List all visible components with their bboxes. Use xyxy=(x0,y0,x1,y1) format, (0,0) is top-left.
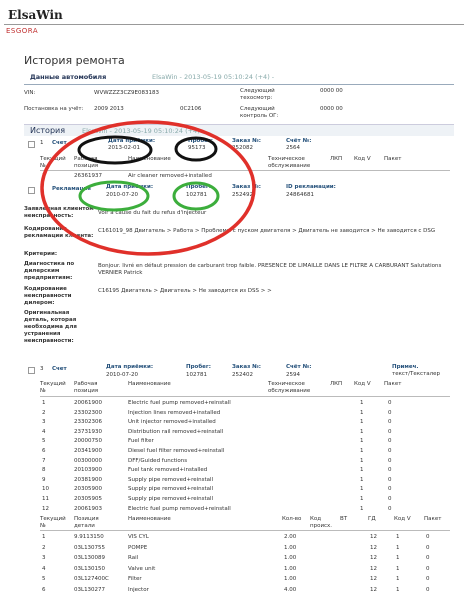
table2-row-4-col-6: 1 xyxy=(360,428,364,435)
next-service-label: Следующий техосмотр: xyxy=(240,88,275,101)
table3-header-qty: Кол-во xyxy=(282,516,302,522)
table3-header-origin: Код происх. xyxy=(310,516,333,529)
order-3-date: 2010-07-20 xyxy=(106,372,138,378)
table1-row-1-name: Air cleaner removed+installed xyxy=(128,173,212,179)
table3-row-4-col-7: 12 xyxy=(370,565,377,572)
table2-row-7-col-3: DFF/Guided functions xyxy=(128,457,188,464)
table2-row-12-col-7: 0 xyxy=(388,505,392,512)
green-annotation-circle-date xyxy=(80,182,148,210)
table2-row-9-col-3: Supply pipe removed+reinstall xyxy=(128,476,214,483)
order-1-invoice-label: Счёт №: xyxy=(286,138,312,144)
table2-row-12-col-3: Electric fuel pump removed+reinstall xyxy=(128,505,231,512)
table2-row-9-col-6: 1 xyxy=(360,476,364,483)
table3-row-1-col-9: 0 xyxy=(426,534,430,540)
table2-row-6-col-7: 0 xyxy=(388,448,392,454)
table2-header-num: Текущий № xyxy=(40,381,66,394)
table2-row-10-col-3: Supply pipe removed+reinstall xyxy=(128,486,214,493)
table3-row-1-col-4: 2.00 xyxy=(284,534,297,540)
table1-row-1-num: 1 xyxy=(42,173,46,179)
table2-row-2-col-2: 23302300 xyxy=(74,409,102,416)
table2-row-6-col-6: 1 xyxy=(360,448,364,454)
table2-row-11-col-2: 20305905 xyxy=(74,496,102,502)
table3-row-3-col-2: 03L130089 xyxy=(74,555,106,561)
order-2-date: 2010-07-20 xyxy=(106,192,138,198)
table2-row-6-col-2: 20341900 xyxy=(74,448,102,454)
table2-row-5-col-2: 20000750 xyxy=(74,438,102,445)
table2-row-1-col-6: 1 xyxy=(360,400,364,406)
table2-row-12-col-1: 12 xyxy=(42,505,49,512)
claim-dealer-diagnosis-value: Bonjour. livré en défaut pression de carburant trop faible. PRESENCE DE LIMAILLE DANS LE FILTRE A CARBURANT Salutations VERNIER Patrick xyxy=(98,263,442,276)
app-tagline: ESGORA xyxy=(6,27,39,35)
table3-row-5-col-7: 12 xyxy=(370,576,377,582)
table3-row-4-col-1: 4 xyxy=(42,565,46,572)
table2-row-7-col-2: 00300000 xyxy=(74,457,102,464)
table2-row-5-col-1: 5 xyxy=(42,438,46,445)
session-info: ElsaWin - 2013-05-19 05:10:24 (+4) - xyxy=(152,73,275,81)
table2-row-10-col-6: 1 xyxy=(360,486,364,493)
table2-row-11-col-6: 1 xyxy=(360,496,364,502)
order-3-order-label: Заказ №: xyxy=(232,364,261,370)
table3-row-6-col-9: 0 xyxy=(426,586,430,593)
claim-customer-complaint-label: Заявленная клиентом неисправность: xyxy=(24,206,94,219)
table3-row-2-col-7: 12 xyxy=(370,544,377,551)
table2-row-6-col-3: Diesel fuel filter removed+reinstall xyxy=(128,448,225,454)
table3-row-6-col-4: 4.00 xyxy=(284,586,297,593)
vin-label: VIN: xyxy=(24,90,36,96)
table3-row-5-col-3: Filter xyxy=(128,576,142,582)
table3-row-3-col-9: 0 xyxy=(426,555,430,561)
table2-row-9-col-1: 9 xyxy=(42,476,46,483)
table2-row-6-col-1: 6 xyxy=(42,448,46,454)
table3-row-1-col-1: 1 xyxy=(42,534,46,540)
next-check-value: 0000 00 xyxy=(320,106,343,112)
table2-row-12-col-2: 20061903 xyxy=(74,505,102,512)
claim-criteria-label: Критерии: xyxy=(24,251,58,257)
table2-row-3-col-7: 0 xyxy=(388,419,392,426)
table3-header-bt: ВТ xyxy=(340,516,348,522)
table3-row-4-col-2: 03L130150 xyxy=(74,565,106,572)
claim-dealer-coding-label: Кодирование неисправности дилером: xyxy=(24,286,72,306)
table2-header-code: Код V xyxy=(354,381,371,387)
table3-row-1-col-8: 1 xyxy=(396,534,400,540)
order-2-order: 252492 xyxy=(232,192,253,198)
table3-header-position: Позиция детали xyxy=(74,516,99,529)
table2-row-3-col-6: 1 xyxy=(360,419,364,426)
table3-row-2-col-2: 03L130755 xyxy=(74,544,106,551)
registered-value: 2009 2013 xyxy=(94,106,124,112)
tab-vehicle-data[interactable]: Данные автомобиля xyxy=(30,73,107,81)
table2-row-10-col-2: 20305900 xyxy=(74,486,102,493)
table3-row-5-col-9: 0 xyxy=(426,576,430,582)
table3-row-6-col-7: 12 xyxy=(370,586,377,593)
table3-row-2-col-1: 2 xyxy=(42,544,46,551)
claim-dealer-coding-value: C16195 Двигатель > Двигатель > Не заводится из DSS > > xyxy=(98,288,272,294)
table3-row-1-col-2: 9.9113150 xyxy=(74,534,104,540)
table1-row-1-position: 26361937 xyxy=(74,173,102,179)
table3-row-3-col-7: 12 xyxy=(370,555,377,561)
table3-header-name: Наименование xyxy=(128,516,171,522)
table2-row-7-col-6: 1 xyxy=(360,457,364,464)
table2-header-package: Пакет xyxy=(384,381,402,387)
table3-header-code: Код V xyxy=(394,516,411,522)
table1-header-paint: ЛКП xyxy=(330,156,343,162)
order-3-date-label: Дата приёмки: xyxy=(106,364,154,370)
table3-row-3-col-4: 1.00 xyxy=(284,555,297,561)
black-annotation-circle-date xyxy=(79,137,151,163)
table2-row-4-col-1: 4 xyxy=(42,428,46,435)
table3-row-4-col-3: Valve unit xyxy=(128,565,156,572)
order-2-num: 2 xyxy=(40,186,44,192)
table3-row-2-col-9: 0 xyxy=(426,544,430,551)
red-annotation-circle xyxy=(42,122,254,254)
table3-row-1-col-3: VIS CYL xyxy=(128,534,149,540)
table2-row-3-col-1: 3 xyxy=(42,419,46,426)
table2-row-8-col-3: Fuel tank removed+installed xyxy=(128,467,208,474)
claim-dealer-diagnosis-label: Диагностика по дилерским предприятиям: xyxy=(24,261,75,281)
table2-row-1-col-3: Electric fuel pump removed+reinstall xyxy=(128,400,231,406)
order-1-order: 252082 xyxy=(232,145,253,151)
table3-row-4-col-4: 1.00 xyxy=(284,565,297,572)
order-2-claim-id: 24864681 xyxy=(286,192,314,198)
table2-header-service: Техническое обслуживание xyxy=(268,381,311,394)
table2-row-3-col-2: 23302306 xyxy=(74,419,102,426)
table3-row-4-col-8: 1 xyxy=(396,565,400,572)
table3-row-3-col-3: Rail xyxy=(128,555,139,561)
table3-row-6-col-2: 03L130277 xyxy=(74,586,106,593)
table2-row-11-col-7: 0 xyxy=(388,496,392,502)
order-1-date: 2013-02-01 xyxy=(108,145,140,151)
table2-row-7-col-1: 7 xyxy=(42,457,46,464)
table3-header-gd: ГД xyxy=(368,516,376,522)
table2-row-5-col-6: 1 xyxy=(360,438,364,445)
engine-code: 0C2106 xyxy=(180,106,202,112)
table3-row-4-col-9: 0 xyxy=(426,565,430,572)
order-1-type[interactable]: Счет xyxy=(52,140,67,146)
order-3-note: текст/Тексталер xyxy=(392,371,441,377)
claim-coding-label: Кодирование рекламации клиента: xyxy=(24,226,94,239)
table2-row-1-col-1: 1 xyxy=(42,400,46,406)
black-annotation-circle-mileage xyxy=(176,138,216,160)
table3-row-3-col-8: 1 xyxy=(396,555,400,561)
table3-row-5-col-1: 5 xyxy=(42,576,46,582)
table3-row-2-col-4: 1.00 xyxy=(284,544,297,551)
table2-row-11-col-3: Supply pipe removed+reinstall xyxy=(128,496,214,502)
order-1-invoice: 2564 xyxy=(286,145,300,151)
table2-row-2-col-3: Injection lines removed+installed xyxy=(128,409,221,416)
table1-header-code: Код V xyxy=(354,156,371,162)
table3-row-6-col-3: Injector xyxy=(128,586,149,593)
table3-row-6-col-1: 6 xyxy=(42,586,46,593)
table2-row-1-col-7: 0 xyxy=(388,400,392,406)
table3-row-5-col-4: 1.00 xyxy=(284,576,297,582)
table2-row-2-col-1: 2 xyxy=(42,409,46,416)
order-3-invoice-label: Счёт №: xyxy=(286,364,312,370)
order-1-date-label: Дата приёмки: xyxy=(108,138,156,144)
table2-header-name: Наименование xyxy=(128,381,171,387)
order-1-mileage-label: Пробег: xyxy=(188,138,213,144)
vin-value: WVWZZZ3CZ9E083183 xyxy=(94,90,160,96)
table2-row-8-col-7: 0 xyxy=(388,467,392,474)
table2-row-10-col-7: 0 xyxy=(388,486,392,493)
order-2-mileage-label: Пробег: xyxy=(186,184,211,190)
order-2-type[interactable]: Рекламация xyxy=(52,186,91,192)
table2-row-5-col-7: 0 xyxy=(388,438,392,445)
table1-header-name: Наименование xyxy=(128,156,171,162)
table3-row-5-col-2: 03L127400C xyxy=(74,576,109,582)
table2-row-2-col-6: 1 xyxy=(360,409,364,416)
table2-row-8-col-2: 20103900 xyxy=(74,467,102,474)
table2-row-2-col-7: 0 xyxy=(388,409,392,416)
order-3-order: 252402 xyxy=(232,372,253,378)
table2-row-4-col-2: 23731930 xyxy=(74,428,102,435)
table2-row-3-col-3: Unit injector removed+installed xyxy=(128,419,216,426)
order-2-order-label: Заказ №: xyxy=(232,184,261,190)
table3-row-3-col-1: 3 xyxy=(42,555,46,561)
table3-row-2-col-3: POMPE xyxy=(128,544,148,551)
order-1-mileage: 95173 xyxy=(188,145,206,151)
table1-header-position: Рабочая позиция xyxy=(74,156,99,169)
table2-row-8-col-6: 1 xyxy=(360,467,364,474)
claim-customer-complaint-value: Voir a cause du fait du refus d'injecteur xyxy=(98,210,207,216)
claim-original-part-label: Оригинальная деталь, которая необходима для устранения неисправности: xyxy=(24,310,77,344)
next-service-value: 0000 00 xyxy=(320,88,343,94)
table2-row-12-col-6: 1 xyxy=(360,505,364,512)
order-3-invoice: 2594 xyxy=(286,372,300,378)
order-3-mileage-label: Пробег: xyxy=(186,364,211,370)
table2-row-4-col-7: 0 xyxy=(388,428,392,435)
order-3-type[interactable]: Счет xyxy=(52,366,67,372)
table2-row-9-col-2: 20381900 xyxy=(74,476,102,483)
table2-row-7-col-7: 0 xyxy=(388,457,392,464)
table1-header-service: Техническое обслуживание xyxy=(268,156,311,169)
table2-row-1-col-2: 20061900 xyxy=(74,400,102,406)
order-1-order-label: Заказ №: xyxy=(232,138,261,144)
table2-row-11-col-1: 11 xyxy=(42,496,49,502)
history-title: История xyxy=(30,126,66,135)
table2-row-4-col-3: Distribution rail removed+reinstall xyxy=(128,428,224,435)
table2-row-5-col-3: Fuel filter xyxy=(128,438,154,445)
order-3-note-label: Примеч. xyxy=(392,364,419,370)
table2-row-9-col-7: 0 xyxy=(388,476,392,483)
order-2-date-label: Дата приёмки: xyxy=(106,184,154,190)
order-3-num: 3 xyxy=(40,366,44,372)
app-logo: ElsaWin xyxy=(8,8,63,22)
order-2-claim-id-label: ID рекламации: xyxy=(286,184,336,190)
next-check-label: Следующий контроль ОГ: xyxy=(240,106,279,119)
history-session-info: ElsaWin - 2013-05-19 05:10:24 (+4) - xyxy=(82,127,205,135)
order-3-mileage: 102781 xyxy=(186,372,207,378)
table2-row-10-col-1: 10 xyxy=(42,486,49,493)
table1-header-package: Пакет xyxy=(384,156,402,162)
table3-row-5-col-8: 1 xyxy=(396,576,400,582)
claim-coding-value: C161019_98 Двигатель > Работа > Проблемы с пуском двигателя > Двигатель не заводится > Не заводится с DSG xyxy=(98,228,436,234)
table2-row-8-col-1: 8 xyxy=(42,467,46,474)
green-annotation-circle-mileage xyxy=(174,183,218,209)
table3-header-package: Пакет xyxy=(424,516,442,522)
registered-label: Постановка на учёт: xyxy=(24,106,84,112)
table3-row-1-col-7: 12 xyxy=(370,534,377,540)
table2-header-paint: ЛКП xyxy=(330,381,343,387)
table1-header-num: Текущий № xyxy=(40,156,66,169)
table3-row-2-col-8: 1 xyxy=(396,544,400,551)
table3-row-6-col-8: 1 xyxy=(396,586,400,593)
order-2-mileage: 102781 xyxy=(186,192,207,198)
table2-header-position: Рабочая позиция xyxy=(74,381,99,394)
table3-header-num: Текущий № xyxy=(40,516,66,529)
page-title: История ремонта xyxy=(24,54,125,67)
order-1-num: 1 xyxy=(40,140,44,146)
